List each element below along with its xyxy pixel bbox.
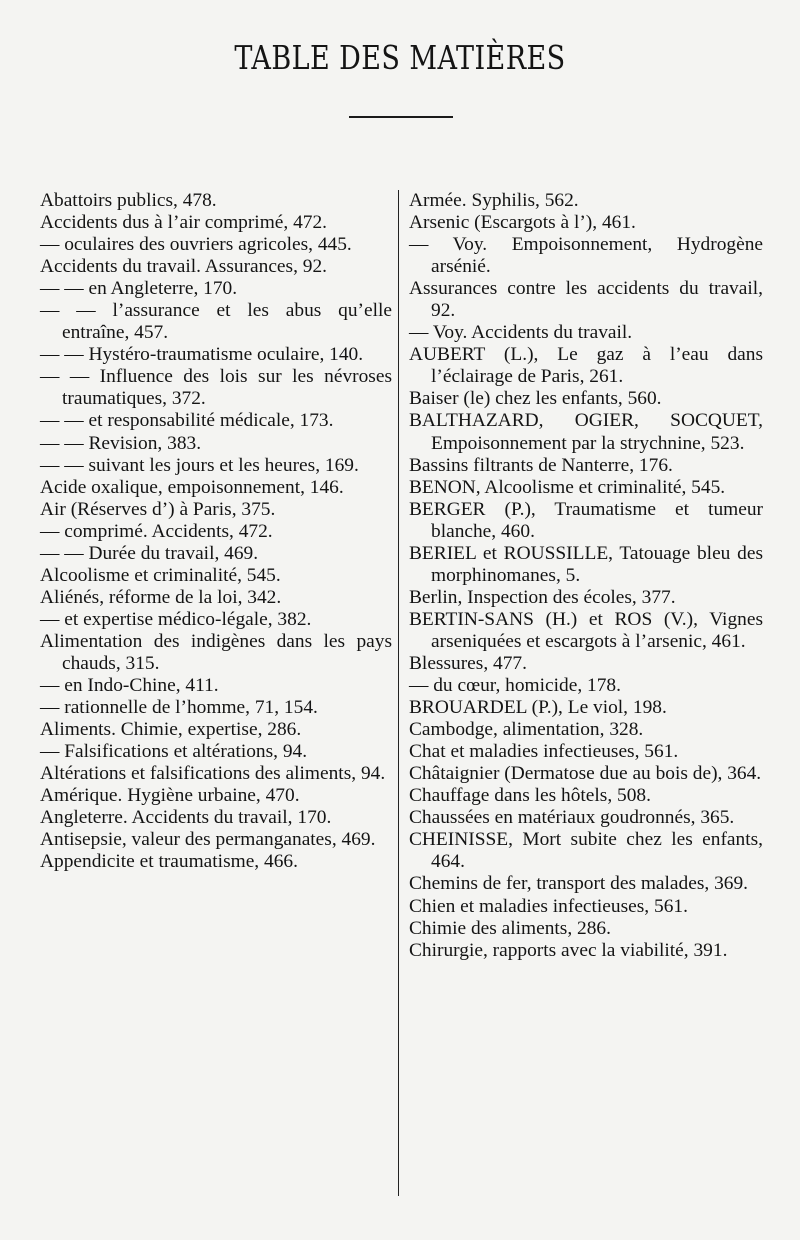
index-entry: — Falsifications et altérations, 94.	[40, 741, 308, 763]
index-entry: BERTIN-SANS (H.) et ROS (V.), Vignes arseniquées et escargots à l’arsenic, 461.	[409, 608, 763, 652]
index-entry: Chirurgie, rapports avec la viabilité, 391.	[409, 939, 728, 961]
index-entry: Aliments. Chimie, expertise, 286.	[40, 719, 302, 741]
index-entry: BERIEL et ROUSSILLE, Tatouage bleu des morphinomanes, 5.	[409, 542, 763, 586]
index-entry: Aliénés, réforme de la loi, 342.	[40, 586, 282, 608]
index-entry: — Voy. Accidents du travail.	[409, 322, 633, 344]
index-entry: — rationnelle de l’homme, 71, 154.	[40, 697, 318, 719]
index-column-right	[409, 190, 763, 962]
index-entry: Armée. Syphilis, 562.	[409, 190, 579, 211]
index-entry: — — et responsabilité médicale, 173.	[40, 410, 334, 432]
index-entry: — comprimé. Accidents, 472.	[40, 520, 273, 542]
index-entry: Arsenic (Escargots à l’), 461.	[409, 212, 636, 234]
index-entry: Acide oxalique, empoisonnement, 146.	[40, 476, 344, 498]
index-entry: Accidents dus à l’air comprimé, 472.	[40, 212, 328, 234]
index-entry: — Voy. Empoisonnement, Hydrogène arsénié.	[409, 234, 763, 278]
index-entry: — — Hystéro-traumatisme oculaire, 140.	[40, 344, 364, 366]
index-entry: Angleterre. Accidents du travail, 170.	[40, 807, 332, 829]
index-entry: — du cœur, homicide, 178.	[409, 675, 621, 697]
index-entry: Chauffage dans les hôtels, 508.	[409, 785, 651, 807]
index-entry: Blessures, 477.	[409, 652, 527, 674]
index-entry: — — Revision, 383.	[40, 432, 202, 454]
index-entry: Châtaignier (Dermatose due au bois de), 364.	[409, 763, 762, 785]
index-entry: Altérations et falsifications des aliments, 94.	[40, 763, 386, 785]
index-entry: Accidents du travail. Assurances, 92.	[40, 256, 328, 278]
index-entry: — — suivant les jours et les heures, 169.	[40, 454, 359, 476]
index-entry: — et expertise médico-légale, 382.	[40, 608, 312, 630]
index-entry: — — Durée du travail, 469.	[40, 542, 259, 564]
index-entry: — — Influence des lois sur les névroses traumatiques, 372.	[40, 366, 392, 410]
index-entry: BENON, Alcoolisme et criminalité, 545.	[409, 476, 726, 498]
index-entry: Amérique. Hygiène urbaine, 470.	[40, 785, 300, 807]
index-entry: Baiser (le) chez les enfants, 560.	[409, 388, 662, 410]
index-entry: Chemins de fer, transport des malades, 369.	[409, 873, 749, 895]
index-entry: AUBERT (L.), Le gaz à l’eau dans l’éclairage de Paris, 261.	[409, 344, 763, 388]
index-entry: Chaussées en matériaux goudronnés, 365.	[409, 807, 735, 829]
index-entry: Chat et maladies infectieuses, 561.	[409, 741, 679, 763]
index-entry: Air (Réserves d’) à Paris, 375.	[40, 498, 276, 520]
index-entry: Berlin, Inspection des écoles, 377.	[409, 586, 676, 608]
title-rule	[349, 116, 453, 118]
index-column-left	[40, 190, 392, 873]
index-entry: Alcoolisme et criminalité, 545.	[40, 564, 281, 586]
index-entry: — — en Angleterre, 170.	[40, 278, 238, 300]
index-entry: Assurances contre les accidents du travail, 92.	[409, 278, 763, 322]
index-entry: CHEINISSE, Mort subite chez les enfants, 464.	[409, 829, 763, 873]
index-entry: Bassins filtrants de Nanterre, 176.	[409, 454, 673, 476]
index-entry: Chimie des aliments, 286.	[409, 917, 611, 939]
index-entry: BROUARDEL (P.), Le viol, 198.	[409, 697, 667, 719]
index-entry: Cambodge, alimentation, 328.	[409, 719, 644, 741]
index-entry: Chien et maladies infectieuses, 561.	[409, 895, 688, 917]
index-entry: — en Indo-Chine, 411.	[40, 675, 219, 697]
index-entry: Alimentation des indigènes dans les pays chauds, 315.	[40, 630, 392, 674]
index-entry: — oculaires des ouvriers agricoles, 445.	[40, 234, 352, 256]
index-entry: Antisepsie, valeur des permanganates, 469.	[40, 829, 376, 851]
index-entry: BERGER (P.), Traumatisme et tumeur blanche, 460.	[409, 498, 763, 542]
index-entry: Appendicite et traumatisme, 466.	[40, 851, 298, 873]
index-entry: BALTHAZARD, OGIER, SOCQUET, Empoisonnement par la strychnine, 523.	[409, 410, 763, 454]
index-entry: Abattoirs publics, 478.	[40, 190, 217, 211]
index-entry: — — l’assurance et les abus qu’elle entraîne, 457.	[40, 300, 392, 344]
page-title: TABLE DES MATIÈRES	[234, 38, 566, 77]
column-divider	[398, 190, 399, 1196]
